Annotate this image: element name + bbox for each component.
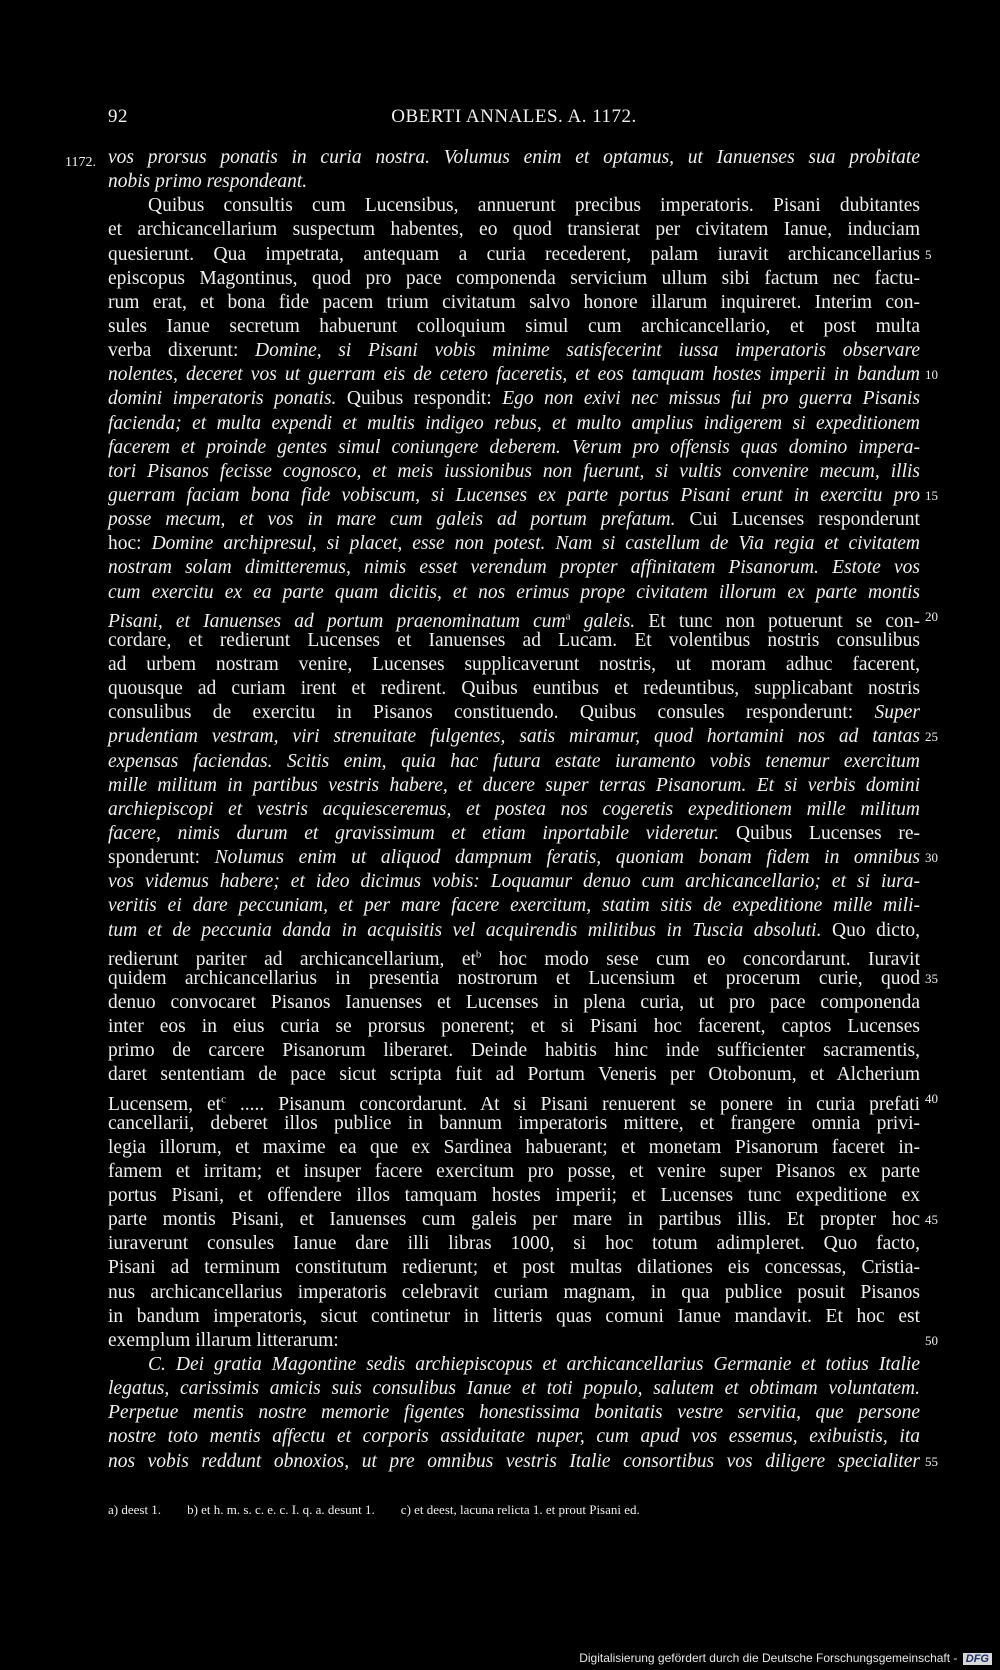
line-content [108, 147, 920, 168]
line-content [108, 388, 920, 409]
text-line [108, 387, 920, 411]
text-run: vos prorsus ponatis in curia nostra. Volumus enim et optamus, ut Ianuenses sua probitate [108, 147, 920, 168]
text-run: Nolumus enim ut aliquod dampnum feratis, quoniam bonam fidem in omnibus [214, 847, 920, 869]
line-content [148, 195, 920, 216]
line-content [108, 1137, 920, 1158]
text-line [108, 170, 920, 194]
text-run: portus Pisani, et offendere illos tamquam hostes imperii; et Lucenses tunc expeditione ex [108, 1185, 920, 1207]
line-content [108, 751, 920, 772]
text-line [108, 1160, 920, 1184]
text-line [108, 822, 920, 846]
line-content [108, 823, 920, 844]
text-run: vos videmus habere; et ideo dicimus vobis: Loquamur denuo cum archicancellario; et si iura- [108, 871, 920, 893]
line-number: 35 [925, 970, 938, 986]
text-line [108, 484, 938, 508]
line-content [108, 1209, 920, 1230]
line-content [108, 654, 920, 675]
text-line [108, 605, 938, 633]
digitization-credit [579, 1651, 992, 1665]
text-run: parte montis Pisani, et Ianuenses cum galeis per mare in partibus illis. Et propter hoc [108, 1209, 920, 1231]
text-run: C. Dei gratia Magontine sedis archiepiscopus et archicancellarius Germanie et totius Italie [148, 1354, 920, 1376]
line-content [108, 1451, 920, 1472]
line-content [108, 1257, 920, 1278]
line-content [108, 1064, 920, 1085]
text-line [108, 870, 920, 894]
text-run: famem et irritam; et insuper facere exercitum pro posse, et venire super Pisanos ex parte [108, 1160, 920, 1182]
line-number: 55 [925, 1453, 938, 1469]
text-run: cancellarii, deberet illos publice in bannum imperatoris mittere, et frangere omnia privi- [108, 1112, 920, 1134]
line-content [108, 775, 920, 796]
text-run: cum exercitu ex ea parte quam dicitis, et nos erimus prope civitatem illorum ex parte montis [108, 581, 920, 603]
line-content [108, 485, 920, 506]
text-line [108, 1087, 938, 1115]
text-run: nus archicancellarius imperatoris celebravit curiam magnam, in qua publice posuit Pisanos [108, 1281, 920, 1303]
text-run: legia illorum, et maxime ea que ex Sardinea habuerant; et monetam Pisanorum faceret in- [108, 1136, 920, 1158]
text-line [108, 991, 920, 1015]
line-content [108, 461, 920, 482]
line-content [108, 895, 920, 916]
text-run: verba dixerunt: [108, 340, 256, 362]
text-run: ad urbem nostram venire, Lucenses supplicaverunt nostris, ut moram adhuc facerent, [108, 653, 920, 675]
line-number: 20 [925, 608, 938, 624]
line-content [108, 1330, 339, 1351]
text-run: mille militum in partibus vestris habere, et ducere super terras Pisanorum. Et si verbis domini [108, 774, 920, 796]
text-line [108, 774, 920, 798]
dfg-logo: DFG [963, 1653, 992, 1665]
line-number: 30 [925, 850, 938, 866]
line-content [108, 364, 920, 385]
footnote-marker: b [475, 948, 482, 961]
text-run: expensas faciendas. Scitis enim, quia hac futura estate iuramento vobis tenemur exercitum [108, 750, 920, 772]
text-line [108, 677, 920, 701]
text-run: in bandum imperatoris, sicut continetur in litteris quas comuni Ianue mandavit. Et hoc est [108, 1305, 920, 1327]
text-line [108, 581, 920, 605]
text-line [108, 1015, 920, 1039]
text-line [108, 919, 920, 943]
text-run: exemplum illarum litterarum: [108, 1329, 339, 1351]
text-run: redierunt pariter ad archicancellarium, et [108, 949, 476, 971]
text-run: guerram faciam bona fide vobiscum, si Lucenses ex parte portus Pisani erunt in exercitu pro [108, 484, 920, 506]
line-content [108, 702, 920, 723]
text-run: ..... Pisanum concordarunt. At si Pisani renuerent se ponere in curia prefati [225, 1093, 920, 1115]
line-content [108, 920, 920, 941]
line-content [108, 413, 920, 434]
text-run: veritis ei dare peccuniam, et per mare facere exercitum, statim sitis de expeditione mille mili- [108, 895, 920, 917]
footnote: a) deest 1. [108, 1502, 162, 1517]
text-run: Quibus consultis cum Lucensibus, annuerunt precibus imperatoris. Pisani dubitantes [148, 195, 920, 217]
text-run: facerem et proinde gentes simul coniungere deberem. Verum pro offensis quas domino impera- [108, 436, 920, 458]
text-run: Lucensem, et [108, 1093, 222, 1115]
footnote: b) et h. m. s. c. e. c. I. q. a. desunt 1. [187, 1502, 375, 1517]
text-run: prudentiam vestram, viri strenuitate fulgentes, satis miramur, quod hortamini nos ad tantas [108, 726, 920, 748]
text-line [108, 339, 920, 363]
text-run: Et tunc non potuerunt se con- [635, 611, 920, 633]
text-line [108, 1281, 920, 1305]
text-line [108, 653, 920, 677]
text-run: quesierunt. Qua impetrata, antequam a curia recederent, palam iuravit archicancellarius [108, 243, 920, 265]
text-line [108, 532, 920, 556]
text-line [108, 218, 920, 242]
running-title: OBERTI ANNALES. A. 1172. [391, 106, 637, 127]
text-line [108, 194, 920, 218]
text-run: et archicancellarium suspectum habentes, eo quod transierat per civitatem Ianue, induciam [108, 219, 920, 241]
line-content [108, 1161, 920, 1182]
line-content [108, 871, 920, 892]
text-run: Pisani ad terminum constitutum redierunt; et post multas dilationes eis concessas, Cristia- [108, 1257, 920, 1279]
line-content [108, 244, 920, 265]
text-run: Cui Lucenses responderunt [675, 509, 920, 531]
line-content [108, 1282, 920, 1303]
text-run: Quibus respondit: [336, 388, 503, 410]
text-line [108, 315, 920, 339]
text-line [108, 798, 920, 822]
line-content [108, 678, 920, 699]
line-content [108, 992, 920, 1013]
text-line [108, 146, 920, 170]
line-number: 40 [925, 1091, 938, 1107]
text-run: Ego non exivi nec missus fui pro guerra Pisanis [502, 388, 920, 410]
line-number: 50 [925, 1332, 938, 1348]
line-content [108, 1233, 920, 1254]
text-line [108, 1401, 920, 1425]
line-content [108, 582, 920, 603]
text-line [108, 460, 920, 484]
text-line [108, 1063, 920, 1087]
line-content [108, 219, 920, 240]
text-line [108, 436, 920, 460]
line-number: 15 [925, 487, 938, 503]
text-run: cordare, et redierunt Lucenses et Ianuenses ad Lucam. Et volentibus nostris consulibus [108, 629, 920, 651]
text-line [108, 363, 938, 387]
line-content [108, 1040, 920, 1061]
text-run: consulibus de exercitu in Pisanos constituendo. Quibus consules responderunt: [108, 702, 875, 724]
line-number: 5 [925, 246, 932, 262]
line-content [108, 292, 920, 313]
text-run: facienda; et multa expendi et multis indigeo rebus, et multo amplius indigerem si expeditionem [108, 412, 920, 434]
line-content [148, 1354, 920, 1375]
text-line [108, 1329, 938, 1353]
text-run: legatus, carissimis amicis suis consulibus Ianue et toti populo, salutem et obtimam voluntatem. [108, 1378, 920, 1400]
line-content [108, 1185, 920, 1206]
main-text [108, 146, 938, 1474]
text-run: hoc modo sese cum eo concordarunt. Iuravit [481, 949, 921, 971]
text-run: Quo dicto, [821, 919, 921, 941]
text-line [108, 1136, 920, 1160]
line-content [108, 1426, 920, 1447]
credit-text: Digitalisierung gefördert durch die Deutsche Forschungsgemeinschaft - [579, 1651, 958, 1665]
text-run: Super [874, 702, 920, 724]
text-run: tori Pisanos fecisse cognosco, et meis iussionibus non fuerunt, si vultis convenire mecum, illis [108, 460, 920, 482]
text-run: posse mecum, et vos in mare cum galeis ad portum prefatum. [108, 509, 676, 531]
line-number: 45 [925, 1212, 938, 1228]
text-line [108, 291, 920, 315]
footnotes [108, 1502, 928, 1518]
text-run: Pisani, et Ianuenses ad portum praenominatum cum [108, 611, 566, 633]
text-run: quousque ad curiam irent et redirent. Quibus euntibus et redeuntibus, supplicabant nostris [108, 678, 920, 700]
text-line [108, 412, 920, 436]
text-line [108, 1305, 920, 1329]
text-run: Domine, si Pisani vobis minime satisfecerint iussa imperatoris observare [255, 340, 920, 362]
line-content [108, 847, 920, 868]
line-content [108, 1402, 920, 1423]
text-run: episcopus Magontinus, quod pro pace componenda servicium ullum sibi factum nec factu- [108, 267, 920, 289]
text-line [108, 894, 920, 918]
line-content [108, 437, 920, 458]
line-content [108, 509, 920, 530]
text-run: archiepiscopi et vestris acquiesceremus, et postea nos cogeretis expeditionem mille militum [108, 798, 920, 820]
text-run: Quibus Lucenses re- [719, 822, 920, 844]
line-content [108, 268, 920, 289]
text-line [108, 1425, 920, 1449]
text-run: hoc: [108, 533, 152, 555]
text-line [108, 1184, 920, 1208]
text-line [108, 629, 920, 653]
text-line [108, 701, 920, 725]
text-run: facere, nimis durum et gravissimum et etiam inportabile videretur. [108, 822, 720, 844]
text-line [108, 750, 920, 774]
text-line [108, 508, 920, 532]
text-run: nostre toto mentis affectu et corporis assiduitate nuper, cum apud vos essemus, exibuistis, ita [108, 1426, 920, 1448]
text-line [108, 1450, 938, 1474]
line-content [108, 171, 307, 192]
running-header [108, 106, 920, 136]
text-run: iuraverunt consules Ianue dare illi libras 1000, si hoc totum adimpleret. Quo facto, [108, 1233, 920, 1255]
line-content [108, 799, 920, 820]
line-content [108, 316, 920, 337]
text-line [108, 243, 932, 267]
text-line [108, 1232, 920, 1256]
line-content [108, 1016, 920, 1037]
text-line [108, 1112, 920, 1136]
text-line [108, 556, 920, 580]
text-line [108, 1377, 920, 1401]
text-run: sules Ianue secretum habuerunt colloquium simul cum archicancellario, et post multa [108, 315, 920, 337]
line-content [108, 1113, 920, 1134]
text-run: daret sententiam de pace sicut scripta fuit ad Portum Veneris per Otobonum, et Alcherium [108, 1064, 920, 1086]
line-number: 25 [925, 729, 938, 745]
line-number: 10 [925, 367, 938, 383]
line-content [108, 1378, 920, 1399]
text-run: quidem archicancellarius in presentia nostrorum et Lucensium et procerum curie, quod [108, 967, 920, 989]
text-line [108, 846, 938, 870]
page-number: 92 [108, 106, 128, 127]
text-run: domini imperatoris ponatis. [108, 388, 337, 410]
year-marginal-note: 1172. [65, 155, 96, 170]
text-run: Perpetue mentis nostre memorie figentes honestissima bonitatis vestre servitia, que persone [108, 1402, 920, 1424]
text-line [108, 943, 921, 971]
text-run: nobis primo respondeant. [108, 171, 308, 193]
text-run: nostram solam dimitteremus, nimis esset verendum propter affinitatem Pisanorum. Estote vos [108, 557, 920, 579]
text-line [108, 967, 938, 991]
text-run: sponderunt: [108, 847, 215, 869]
text-run: nolentes, deceret vos ut guerram eis de cetero faceretis, et eos tamquam hostes imperii in bandum [108, 364, 920, 386]
text-run: primo de carcere Pisanorum liberaret. Deinde habitis hinc inde sufficienter sacramentis, [108, 1040, 920, 1062]
line-content [108, 968, 920, 989]
text-run: rum erat, et bona fide pacem trium civitatum salvo honore illarum inquireret. Interim con- [108, 291, 920, 313]
text-line [108, 1208, 938, 1232]
line-content [108, 630, 920, 651]
text-line [108, 1353, 920, 1377]
text-run: nos vobis reddunt obnoxios, ut pre omnibus vestris Italie consortibus vos diligere specialiter [108, 1450, 920, 1472]
line-content [108, 340, 920, 361]
text-run: inter eos in eius curia se prorsus ponerent; et si Pisani hoc facerent, captos Lucenses [108, 1016, 920, 1038]
text-line [108, 1256, 920, 1280]
line-content [108, 557, 920, 578]
text-line [108, 267, 920, 291]
text-line [108, 725, 938, 749]
text-run: Domine archipresul, si placet, esse non potest. Nam si castellum de Via regia et civitatem [151, 533, 920, 555]
text-run: tum et de peccunia danda in acquisitis vel acquirendis militibus in Tuscia absoluti. [108, 919, 822, 941]
line-content [108, 1306, 920, 1327]
line-content [108, 533, 920, 554]
text-run: denuo convocaret Pisanos Ianuenses et Lucenses in plena curia, ut pro pace componenda [108, 991, 920, 1013]
line-content [108, 726, 920, 747]
footnote: c) et deest, lacuna relicta 1. et prout Pisani ed. [400, 1502, 640, 1517]
footnote-marker: c [221, 1093, 226, 1106]
text-run: galeis. [570, 611, 636, 633]
footnote-marker: a [565, 610, 571, 623]
text-line [108, 1039, 920, 1063]
